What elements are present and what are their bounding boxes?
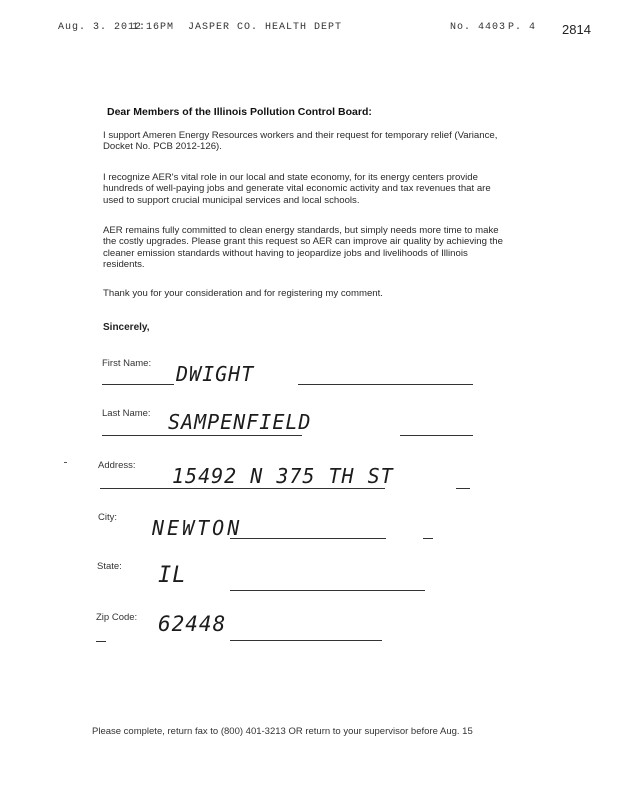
scan-speck <box>64 462 67 463</box>
first-name-underline-left <box>102 384 174 385</box>
first-name-label: First Name: <box>102 358 152 369</box>
fax-page: P. 4 <box>508 22 537 33</box>
city-underline-end <box>423 538 433 539</box>
address-label: Address: <box>98 460 136 471</box>
zip-underline-start <box>96 641 106 642</box>
first-name-underline-right <box>298 384 473 385</box>
paragraph-commitment: AER remains fully committed to clean energy standards, but simply needs more time to make the costly upgrades. Please grant this request so AER can improve air quality by achieving the cleaner emission standards without having to jeopardize jobs and livelihoods of Illinois residents. <box>103 225 503 271</box>
last-name-underline-right <box>400 435 473 436</box>
city-underline <box>230 538 386 539</box>
address-underline-end <box>456 488 470 489</box>
zip-underline <box>230 640 382 641</box>
zip-label: Zip Code: <box>96 612 138 623</box>
fax-time: 1:16PM <box>132 22 175 33</box>
page-number: 2814 <box>562 22 591 37</box>
address-underline <box>100 488 385 489</box>
first-name-value: DWIGHT <box>176 362 255 386</box>
paragraph-thanks: Thank you for your consideration and for registering my comment. <box>103 288 383 299</box>
last-name-underline-left <box>102 435 302 436</box>
state-underline <box>230 590 425 591</box>
zip-value: 62448 <box>158 612 227 636</box>
letter-closing: Sincerely, <box>103 322 150 333</box>
state-value: IL <box>158 563 187 588</box>
fax-number: No. 4403 <box>450 22 507 33</box>
fax-sender: JASPER CO. HEALTH DEPT <box>188 22 343 33</box>
paragraph-economy: I recognize AER's vital role in our local and state economy, for its energy centers provide hundreds of well-paying jobs and generate vital economic activity and tax revenues that are used to support crucial municipal services and local schools. <box>103 172 491 206</box>
address-value: 15492 N 375 TH ST <box>172 464 394 488</box>
fax-date: Aug. 3. 2012 <box>58 22 143 33</box>
footer-instructions: Please complete, return fax to (800) 401-3213 OR return to your supervisor before Aug. 15 <box>92 726 473 737</box>
paragraph-support: I support Ameren Energy Resources workers and their request for temporary relief (Variance, Docket No. PCB 2012-126). <box>103 130 498 153</box>
last-name-label: Last Name: <box>102 408 151 419</box>
letter-salutation: Dear Members of the Illinois Pollution Control Board: <box>107 106 372 118</box>
city-value: NEWTON <box>152 516 243 540</box>
last-name-value: SAMPENFIELD <box>168 410 312 434</box>
city-label: City: <box>98 512 117 523</box>
state-label: State: <box>97 561 122 572</box>
